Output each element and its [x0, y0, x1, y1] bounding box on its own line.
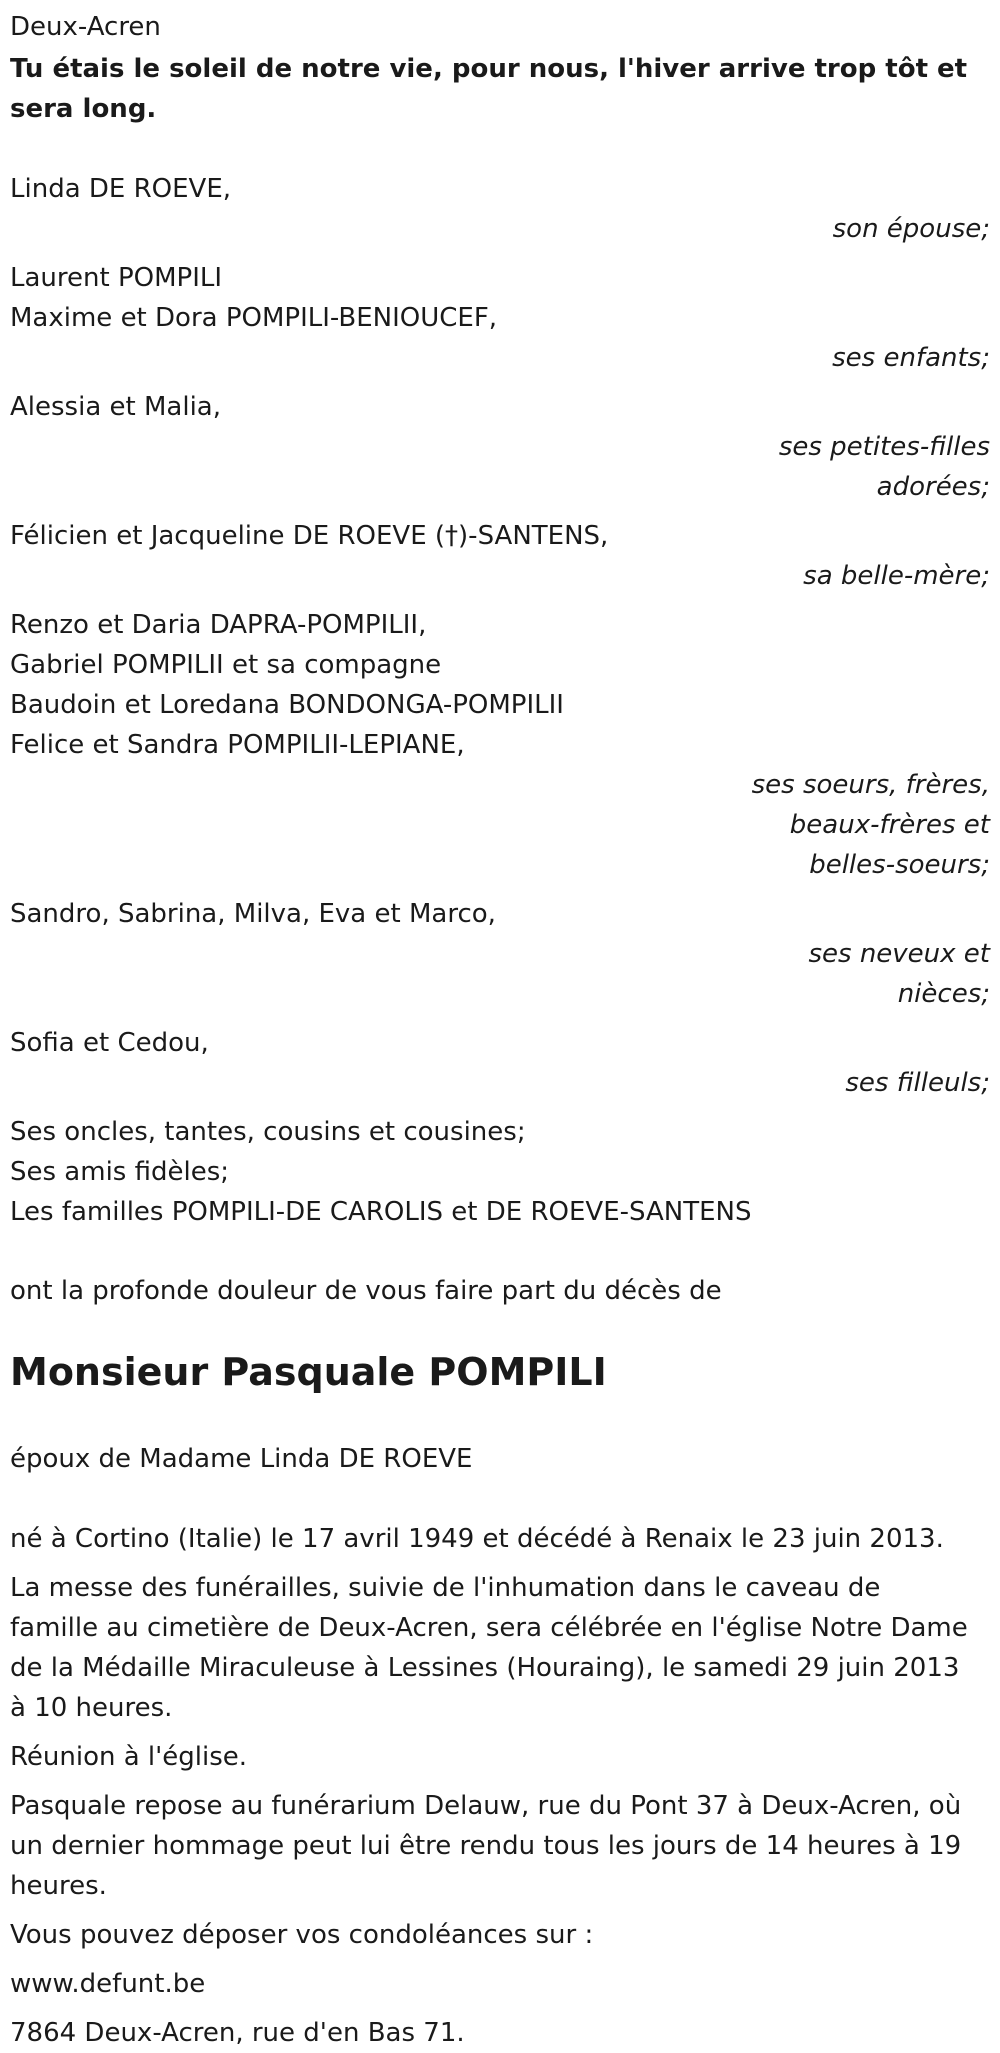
family-name: Felice et Sandra POMPILII-LEPIANE,	[10, 730, 465, 760]
relation-text: adorées;	[876, 472, 990, 502]
family-name: Renzo et Daria DAPRA-POMPILII,	[10, 610, 427, 640]
relation-text: ses enfants;	[832, 343, 990, 373]
family-relation	[10, 209, 990, 249]
family-group-granddaughters	[10, 387, 990, 507]
family-name: Sandro, Sabrina, Milva, Eva et Marco,	[10, 899, 496, 929]
family-name: Sofia et Cedou,	[10, 1028, 209, 1058]
relation-text: ses neveux et	[808, 939, 990, 969]
family-group-children	[10, 258, 990, 378]
family-group-mother-in-law	[10, 516, 990, 596]
family-name: Baudoin et Loredana BONDONGA-POMPILII	[10, 690, 564, 720]
spouse-line: époux de Madame Linda DE ROEVE	[10, 1444, 473, 1474]
other-relatives-line: Ses amis fidèles;	[10, 1157, 230, 1187]
deceased-name: Monsieur Pasquale POMPILI	[10, 1350, 607, 1394]
family-relation	[10, 556, 990, 596]
family-name: Maxime et Dora POMPILI-BENIOUCEF,	[10, 303, 498, 333]
family-group-spouse	[10, 169, 990, 249]
family-name: Félicien et Jacqueline DE ROEVE (†)-SANTENS,	[10, 521, 609, 551]
family-name: Alessia et Malia,	[10, 392, 221, 422]
family-name: Linda DE ROEVE,	[10, 174, 232, 204]
relation-text: son épouse;	[832, 214, 990, 244]
family-address: 7864 Deux-Acren, rue d'en Bas 71.	[10, 2018, 465, 2048]
relation-text: ses filleuls;	[845, 1068, 990, 1098]
location-heading: Deux-Acren	[10, 12, 161, 42]
family-group-nephews	[10, 894, 990, 1014]
family-name: Laurent POMPILI	[10, 263, 223, 293]
relation-text: nièces;	[897, 979, 990, 1009]
meeting-line: Réunion à l'église.	[10, 1742, 248, 1772]
family-relation	[10, 934, 990, 1014]
family-group-godchildren	[10, 1023, 990, 1103]
family-group-siblings	[10, 605, 990, 885]
announcement-intro: ont la profonde douleur de vous faire part du décès de	[10, 1276, 722, 1306]
relation-text: ses soeurs, frères,	[751, 770, 990, 800]
family-relation	[10, 1063, 990, 1103]
other-relatives	[10, 1112, 970, 1232]
relation-text: belles-soeurs;	[809, 850, 990, 880]
relation-text: sa belle-mère;	[803, 561, 990, 591]
funeral-details: La messe des funérailles, suivie de l'inhumation dans le caveau de famille au cimetière de Deux-Acren, sera célébrée en l'église Notre Dame de la Médaille Miraculeuse à Lessines (Houraing), le samedi 29 juin 2013 à 10 heures.	[10, 1573, 968, 1723]
family-name: Gabriel POMPILII et sa compagne	[10, 650, 442, 680]
spacer	[10, 129, 970, 169]
relation-text: ses petites-filles	[778, 432, 990, 462]
birth-death-line: né à Cortino (Italie) le 17 avril 1949 et décédé à Renaix le 23 juin 2013.	[10, 1524, 944, 1554]
condolences-line: Vous pouvez déposer vos condoléances sur :	[10, 1920, 594, 1950]
family-list	[10, 169, 990, 1232]
memorial-quote: Tu étais le soleil de notre vie, pour nous, l'hiver arrive trop tôt et sera long.	[10, 54, 968, 124]
repose-details: Pasquale repose au funérarium Delauw, rue du Pont 37 à Deux-Acren, où un dernier hommage peut lui être rendu tous les jours de 14 heures à 19 heures.	[10, 1791, 962, 1901]
family-relation	[10, 338, 990, 378]
other-relatives-line: Ses oncles, tantes, cousins et cousines;	[10, 1117, 526, 1147]
family-relation	[10, 427, 990, 507]
other-relatives-line: Les familles POMPILI-DE CAROLIS et DE ROEVE-SANTENS	[10, 1197, 752, 1227]
website-link[interactable]: www.defunt.be	[10, 1969, 206, 1999]
family-relation	[10, 765, 990, 885]
relation-text: beaux-frères et	[789, 810, 990, 840]
